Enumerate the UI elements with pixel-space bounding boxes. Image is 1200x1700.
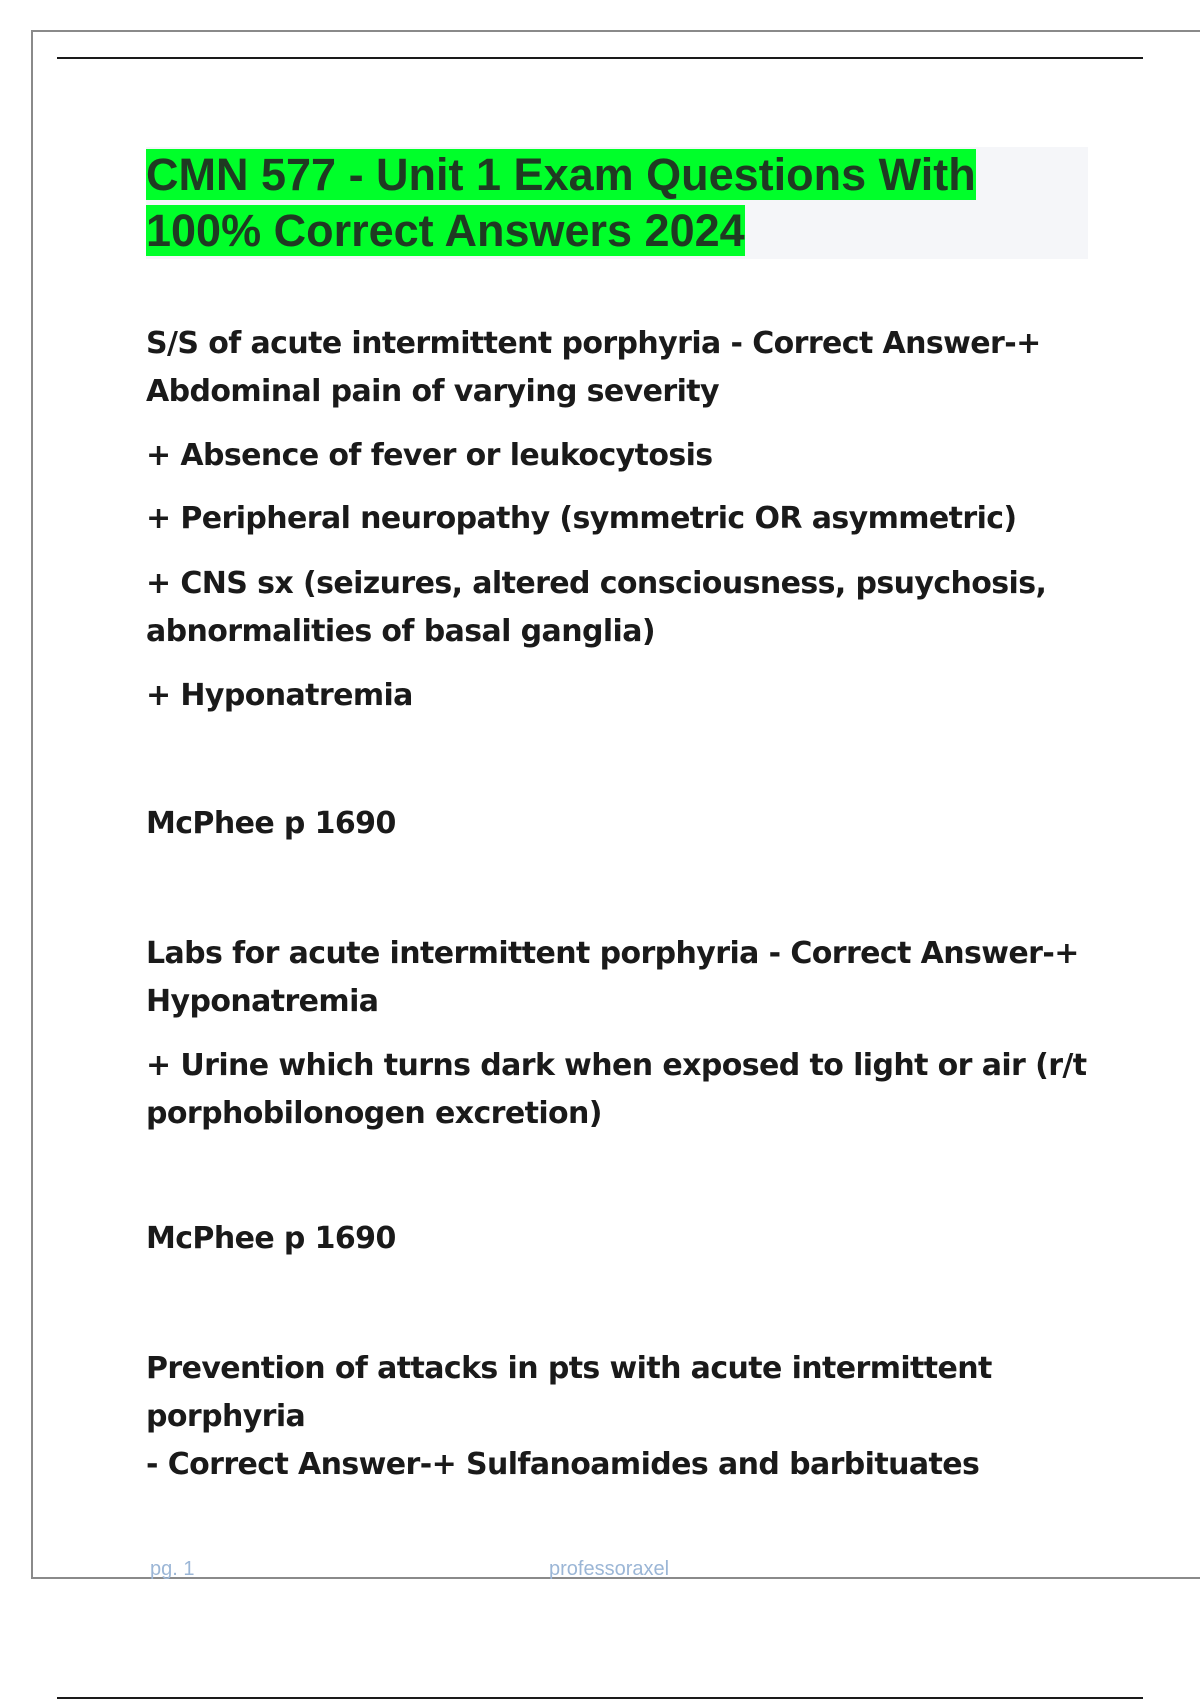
q3-line-2: - Correct Answer-+ Sulfanoamides and barbituates — [146, 1447, 980, 1482]
q1-reference: McPhee p 1690 — [146, 806, 396, 841]
q2-bullet-1-line-2: porphobilonogen excretion) — [146, 1096, 602, 1131]
q2-line-2: Hyponatremia — [146, 984, 379, 1019]
footer-rule — [57, 1697, 1143, 1699]
q1-bullet-4: + Hyponatremia — [146, 678, 413, 713]
q2-bullet-1-line-1: + Urine which turns dark when exposed to light or air (r/t — [146, 1048, 1087, 1083]
header-rule — [57, 57, 1143, 59]
q1-bullet-2: + Peripheral neuropathy (symmetric OR asymmetric) — [146, 501, 1017, 536]
question-1 — [146, 320, 1106, 416]
q1-bullet-3 — [146, 560, 1106, 656]
document-title — [146, 147, 1088, 259]
title-line-1: CMN 577 - Unit 1 Exam Questions With — [146, 149, 976, 200]
question-3 — [146, 1345, 1106, 1489]
q2-line-1: Labs for acute intermittent porphyria - Correct Answer-+ — [146, 936, 1079, 971]
q1-bullet-3-line-1: + CNS sx (seizures, altered consciousness, psuychosis, — [146, 566, 1047, 601]
q1-bullet-3-line-2: abnormalities of basal ganglia) — [146, 614, 655, 649]
question-2 — [146, 930, 1106, 1026]
q1-line-2: Abdominal pain of varying severity — [146, 374, 719, 409]
title-line-2: 100% Correct Answers 2024 — [146, 205, 745, 256]
q2-bullet-1 — [146, 1042, 1106, 1138]
q1-bullet-1: + Absence of fever or leukocytosis — [146, 438, 713, 473]
footer-page-number: pg. 1 — [150, 1558, 195, 1580]
footer-author: professoraxel — [549, 1558, 670, 1580]
q2-reference: McPhee p 1690 — [146, 1221, 396, 1256]
q3-line-1: Prevention of attacks in pts with acute intermittent porphyria — [146, 1351, 992, 1434]
q1-line-1: S/S of acute intermittent porphyria - Correct Answer-+ — [146, 326, 1041, 361]
